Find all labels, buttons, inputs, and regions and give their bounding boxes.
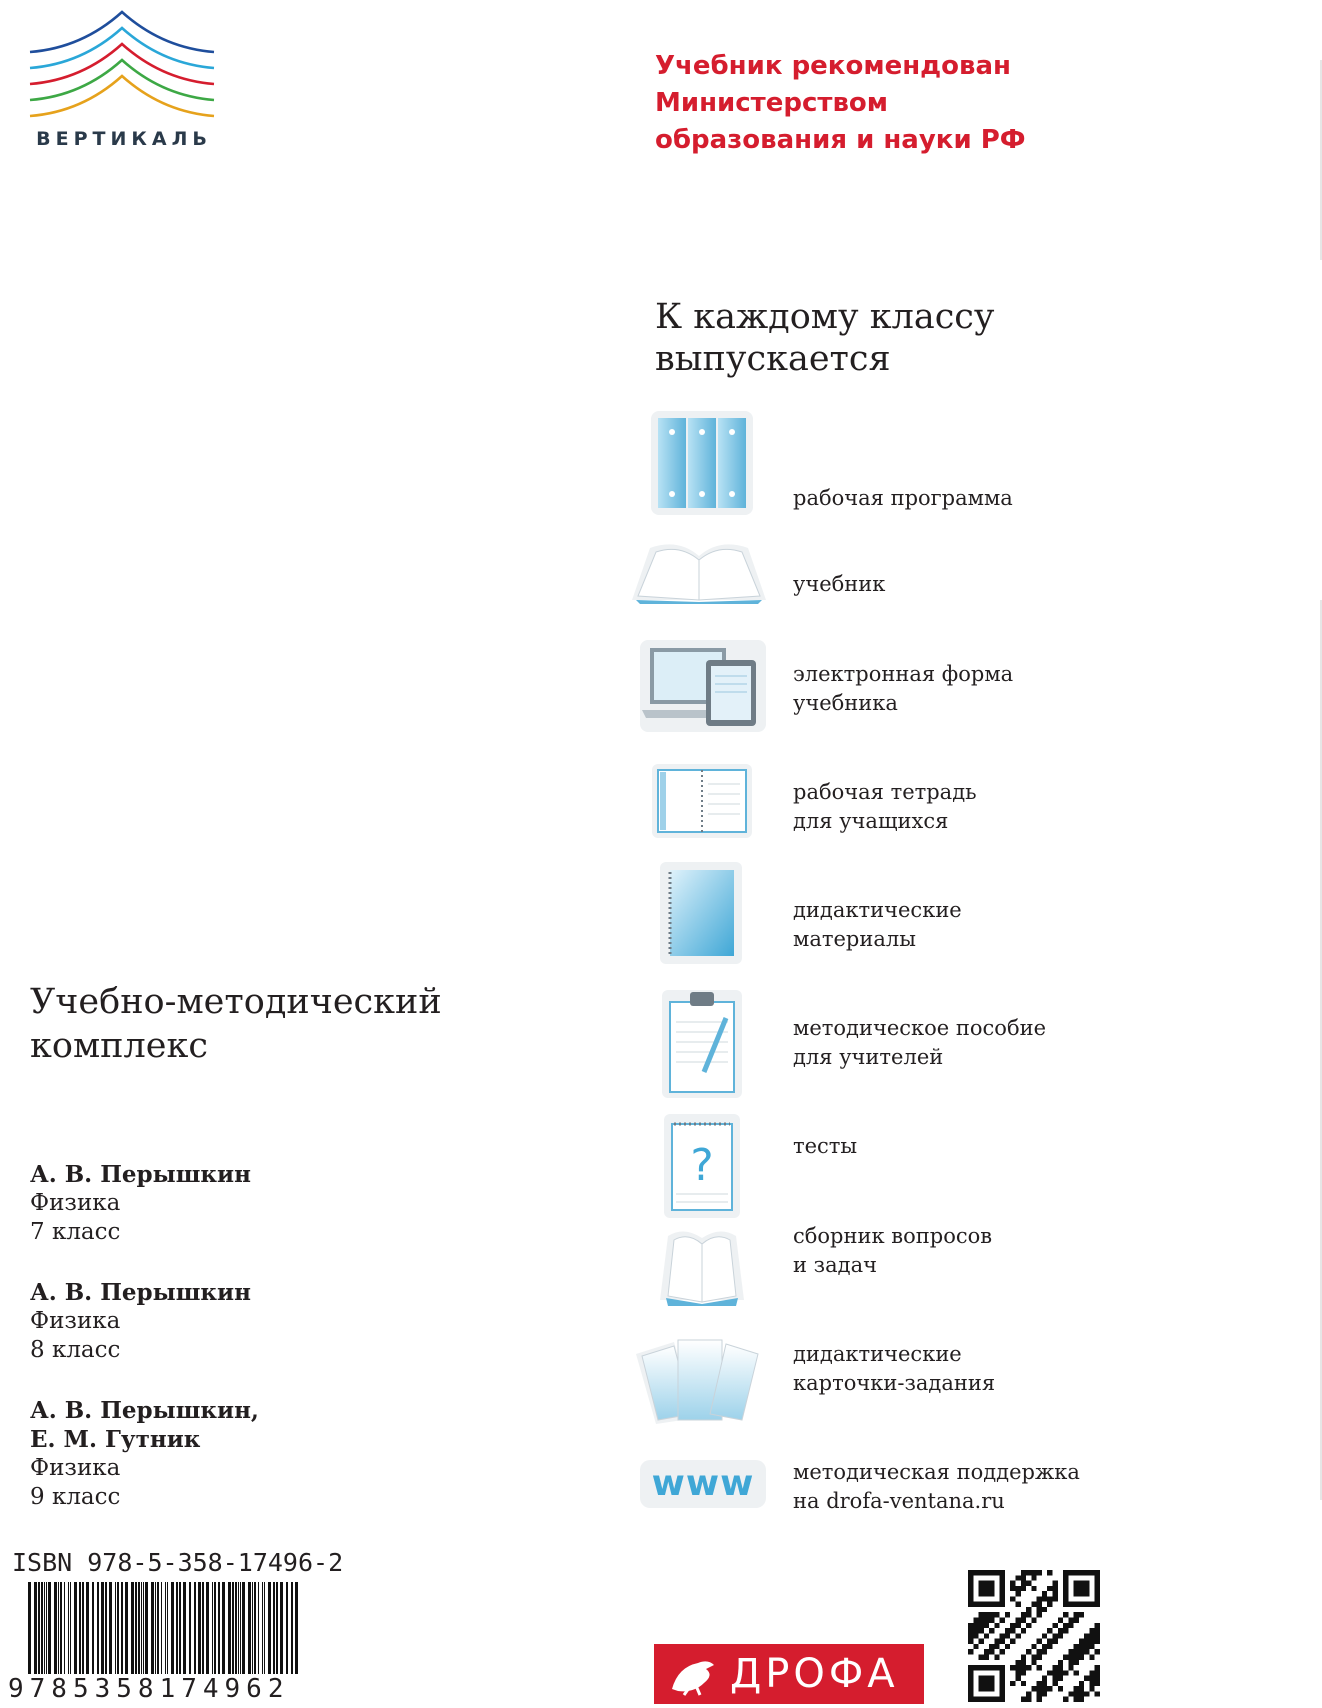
book-entry — [30, 1278, 251, 1365]
binders-icon — [650, 410, 754, 516]
heading-line: К каждому классу — [655, 297, 995, 337]
book-author: Е. М. Гутник — [30, 1426, 201, 1453]
item-label: методическое пособие для учителей — [793, 1016, 1047, 1069]
item-label: тесты — [793, 1134, 858, 1158]
heading-line: выпускается — [655, 339, 891, 379]
book-grade: 9 класс — [30, 1484, 121, 1510]
cards-icon — [634, 1334, 764, 1426]
barcode-digits: 9785358174962 — [8, 1674, 308, 1704]
svg-text:?: ? — [690, 1140, 714, 1191]
item-label: рабочая тетрадь для учащихся — [793, 780, 977, 833]
standing-book-icon — [654, 1226, 750, 1312]
open-book-icon — [628, 538, 770, 608]
item-label: сборник вопросов и задач — [793, 1224, 993, 1277]
recommendation-line: образования и науки РФ — [655, 125, 1026, 155]
qr-code — [968, 1570, 1100, 1702]
item-label: дидактические карточки-задания — [793, 1342, 996, 1395]
publisher-logo — [654, 1644, 924, 1704]
www-icon-text: www — [651, 1463, 755, 1504]
book-grade: 7 класс — [30, 1219, 121, 1245]
question-pad-icon — [664, 1114, 740, 1218]
www-icon — [640, 1460, 766, 1508]
book-subject: Физика — [30, 1308, 121, 1334]
book-subject: Физика — [30, 1190, 121, 1216]
spiral-pad-icon — [660, 862, 742, 964]
item-label: методическая поддержка на drofa-ventana.ru — [793, 1460, 1080, 1513]
released-heading — [655, 296, 995, 380]
book-grade: 8 класс — [30, 1337, 121, 1363]
book-author: А. В. Перышкин — [30, 1161, 251, 1188]
item-label: рабочая программа — [793, 486, 1013, 510]
devices-icon — [640, 640, 766, 732]
book-entry — [30, 1160, 251, 1247]
book-entry — [30, 1396, 259, 1512]
logo-wordmark: ВЕРТИКАЛЬ — [36, 128, 212, 150]
item-label: учебник — [793, 572, 886, 596]
recommendation-line: Учебник рекомендован — [655, 51, 1011, 81]
complex-title: Учебно-методический комплекс — [30, 982, 442, 1066]
book-author: А. В. Перышкин — [30, 1279, 251, 1306]
recommendation-note — [655, 48, 1075, 159]
book-subject: Физика — [30, 1455, 121, 1481]
publisher-name: ДРОФА — [730, 1651, 899, 1697]
recommendation-line: Министерством — [655, 88, 889, 118]
item-label: дидактические материалы — [793, 898, 962, 951]
book-author: А. В. Перышкин, — [30, 1397, 259, 1424]
clipboard-icon — [662, 988, 742, 1098]
item-label: электронная форма учебника — [793, 662, 1014, 715]
isbn-text: ISBN 978-5-358-17496-2 — [12, 1548, 344, 1577]
notebook-icon — [652, 764, 752, 838]
bird-icon — [664, 1649, 724, 1699]
